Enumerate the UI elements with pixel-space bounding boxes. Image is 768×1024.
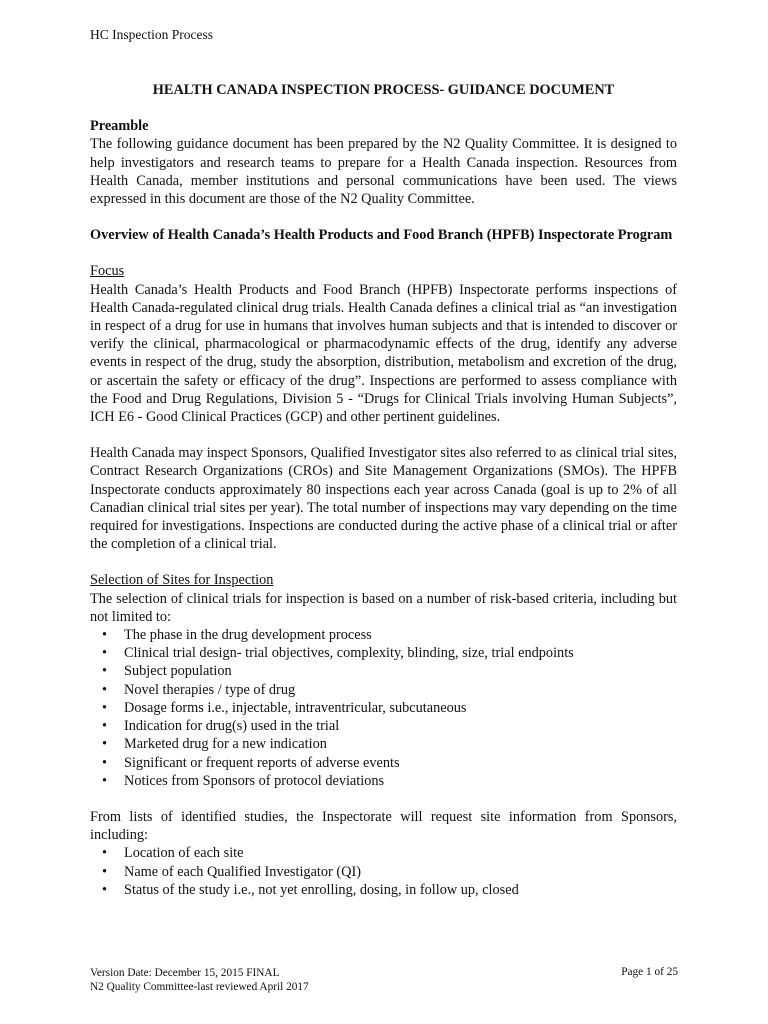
focus-heading: Focus — [90, 263, 125, 280]
list-item: • Name of each Qualified Investigator (QI) — [124, 863, 677, 881]
list-item: • Indication for drug(s) used in the trial — [124, 717, 677, 735]
site-info-list — [90, 844, 677, 899]
footer-left — [90, 966, 309, 995]
running-header: HC Inspection Process — [90, 27, 213, 42]
selection-intro: The selection of clinical trials for inspection is based on a number of risk-based criteria, including but not limited to: — [90, 590, 677, 625]
version-date: Version Date: December 15, 2015 FINAL — [90, 967, 280, 979]
list-item: • Significant or frequent reports of adverse events — [124, 754, 677, 772]
preamble-heading: Preamble — [90, 118, 149, 135]
overview-heading: Overview of Health Canada’s Health Products and Food Branch (HPFB) Inspectorate Program — [90, 227, 673, 244]
list-item: • The phase in the drug development process — [124, 626, 677, 644]
list-item: • Location of each site — [124, 844, 677, 862]
list-item: • Status of the study i.e., not yet enrolling, dosing, in follow up, closed — [124, 881, 677, 899]
list-item: • Notices from Sponsors of protocol deviations — [124, 772, 677, 790]
criteria-list — [90, 626, 677, 790]
last-reviewed: N2 Quality Committee-last reviewed April 2017 — [90, 981, 309, 994]
list-item: • Dosage forms i.e., injectable, intraventricular, subcutaneous — [124, 699, 677, 717]
preamble-section — [90, 117, 677, 208]
focus-paragraph-2: Health Canada may inspect Sponsors, Qualified Investigator sites also referred to as clinical trial sites, Contract Research Organizations (CROs) and Site Management Organizations (SMOs). The HPFB Inspectorate conducts approximately 80 inspections each year across Canada (goal is up to 2% of all Canadian clinical trial sites per year). The total number of inspections may vary depending on the time required for investigations. Inspections are conducted during the active phase of a clinical trial or after the completion of a clinical trial. — [90, 445, 677, 553]
page-number: Page 1 of 25 — [621, 966, 678, 978]
list-item: • Subject population — [124, 662, 677, 680]
selection-heading: Selection of Sites for Inspection — [90, 572, 274, 589]
list-item: • Clinical trial design- trial objectives, complexity, blinding, size, trial endpoints — [124, 644, 677, 662]
site-info-section — [90, 808, 677, 899]
list-item: • Novel therapies / type of drug — [124, 681, 677, 699]
focus-section — [90, 262, 677, 426]
site-info-intro: From lists of identified studies, the Inspectorate will request site information from Sponsors, including: — [90, 808, 677, 844]
focus-paragraph-1: Health Canada’s Health Products and Food Branch (HPFB) Inspectorate performs inspections of Health Canada-regulated clinical drug trials. Health Canada defines a clinical trial as “an investigation in respect of a drug for use in humans that involves human subjects and that is intended to discover or verify the clinical, pharmacological or pharmacodynamic effects of the drug, identify any adverse events in respect of the drug, study the absorption, distribution, metabolism and excretion of the drug, or ascertain the safety or efficacy of the drug”. Inspections are performed to assess compliance with the Food and Drug Regulations, Division 5 - “Drugs for Clinical Trials involving Human Subjects”, ICH E6 - Good Clinical Practices (GCP) and other pertinent guidelines. — [90, 281, 677, 426]
selection-section — [90, 571, 677, 789]
document-title: HEALTH CANADA INSPECTION PROCESS- GUIDANCE DOCUMENT — [152, 82, 615, 98]
document-body — [90, 81, 677, 899]
list-item: • Marketed drug for a new indication — [124, 735, 677, 753]
preamble-text: The following guidance document has been prepared by the N2 Quality Committee. It is designed to help investigators and research teams to prepare for a Health Canada inspection. Resources from Health Canada, member institutions and personal communications have been used. The views expressed in this document are those of the N2 Quality Committee. — [90, 136, 677, 208]
focus-paragraph-2-wrap — [90, 444, 677, 553]
